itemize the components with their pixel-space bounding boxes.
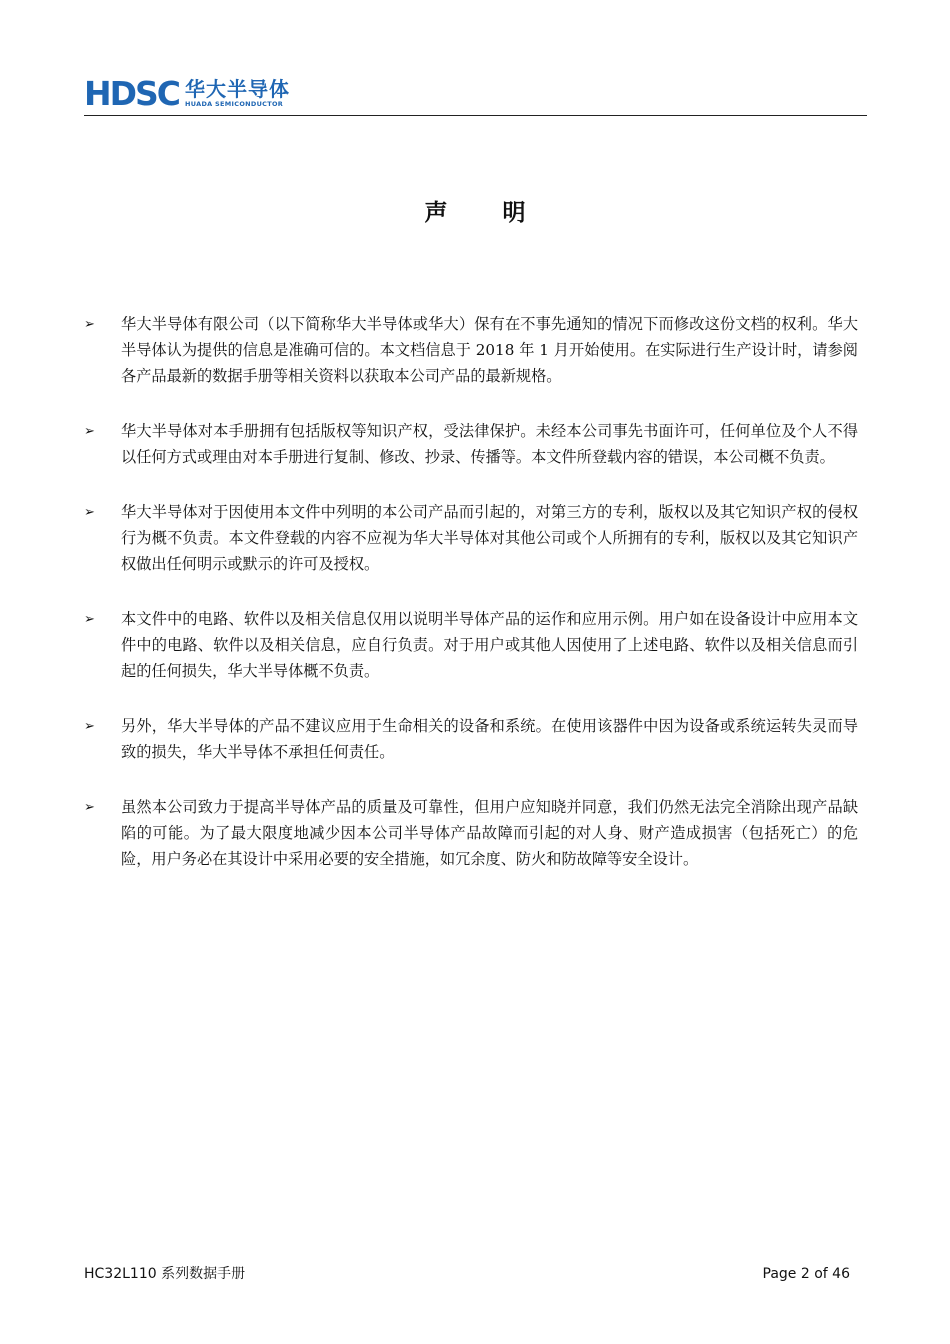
arrow-bullet-icon: ➢ bbox=[84, 719, 95, 734]
disclaimer-list bbox=[84, 311, 858, 901]
page-number: Page 2 of 46 bbox=[762, 1266, 850, 1282]
arrow-bullet-icon: ➢ bbox=[84, 424, 95, 439]
list-item bbox=[84, 713, 858, 765]
arrow-bullet-icon: ➢ bbox=[84, 505, 95, 520]
logo-mark: HDSC bbox=[84, 74, 179, 113]
list-item-text: 华大半导体有限公司（以下简称华大半导体或华大）保有在不事先通知的情况下而修改这份文档的权利。华大半导体认为提供的信息是准确可信的。本文档信息于 2018 年 1 月开始使用。在实际进行生产设计时，请参阅各产品最新的数据手册等相关资料以获取本公司产品的最新规格。 bbox=[121, 315, 858, 385]
logo-text bbox=[185, 78, 290, 108]
logo-english-name: HUADA SEMICONDUCTOR bbox=[185, 100, 284, 108]
page-header bbox=[84, 70, 867, 116]
list-item-text: 另外，华大半导体的产品不建议应用于生命相关的设备和系统。在使用该器件中因为设备或系统运转失灵而导致的损失，华大半导体不承担任何责任。 bbox=[121, 717, 858, 761]
header-divider bbox=[84, 115, 867, 116]
page-title: 声明 bbox=[424, 200, 581, 226]
list-item bbox=[84, 794, 858, 872]
list-item bbox=[84, 418, 858, 470]
list-item-text: 华大半导体对于因使用本文件中列明的本公司产品而引起的，对第三方的专利，版权以及其它知识产权的侵权行为概不负责。本文件登载的内容不应视为华大半导体对其他公司或个人所拥有的专利，版权以及其它知识产权做出任何明示或默示的许可及授权。 bbox=[121, 503, 858, 573]
list-item bbox=[84, 311, 858, 389]
list-item-text: 本文件中的电路、软件以及相关信息仅用以说明半导体产品的运作和应用示例。用户如在设备设计中应用本文件中的电路、软件以及相关信息，应自行负责。对于用户或其他人因使用了上述电路、软件以及相关信息而引起的任何损失，华大半导体概不负责。 bbox=[121, 610, 858, 680]
arrow-bullet-icon: ➢ bbox=[84, 612, 95, 627]
list-item bbox=[84, 499, 858, 577]
arrow-bullet-icon: ➢ bbox=[84, 800, 95, 815]
document-name: HC32L110 系列数据手册 bbox=[84, 1266, 246, 1282]
logo-chinese-name: 华大半导体 bbox=[185, 77, 290, 101]
list-item-text: 虽然本公司致力于提高半导体产品的质量及可靠性，但用户应知晓并同意，我们仍然无法完全消除出现产品缺陷的可能。为了最大限度地减少因本公司半导体产品故障而引起的对人身、财产造成损害（包括死亡）的危险，用户务必在其设计中采用必要的安全措施，如冗余度、防火和防故障等安全设计。 bbox=[121, 798, 858, 868]
company-logo bbox=[84, 74, 290, 113]
list-item bbox=[84, 606, 858, 684]
list-item-text: 华大半导体对本手册拥有包括版权等知识产权，受法律保护。未经本公司事先书面许可，任何单位及个人不得以任何方式或理由对本手册进行复制、修改、抄录、传播等。本文件所登载内容的错误，本公司概不负责。 bbox=[121, 422, 858, 466]
arrow-bullet-icon: ➢ bbox=[84, 317, 95, 332]
